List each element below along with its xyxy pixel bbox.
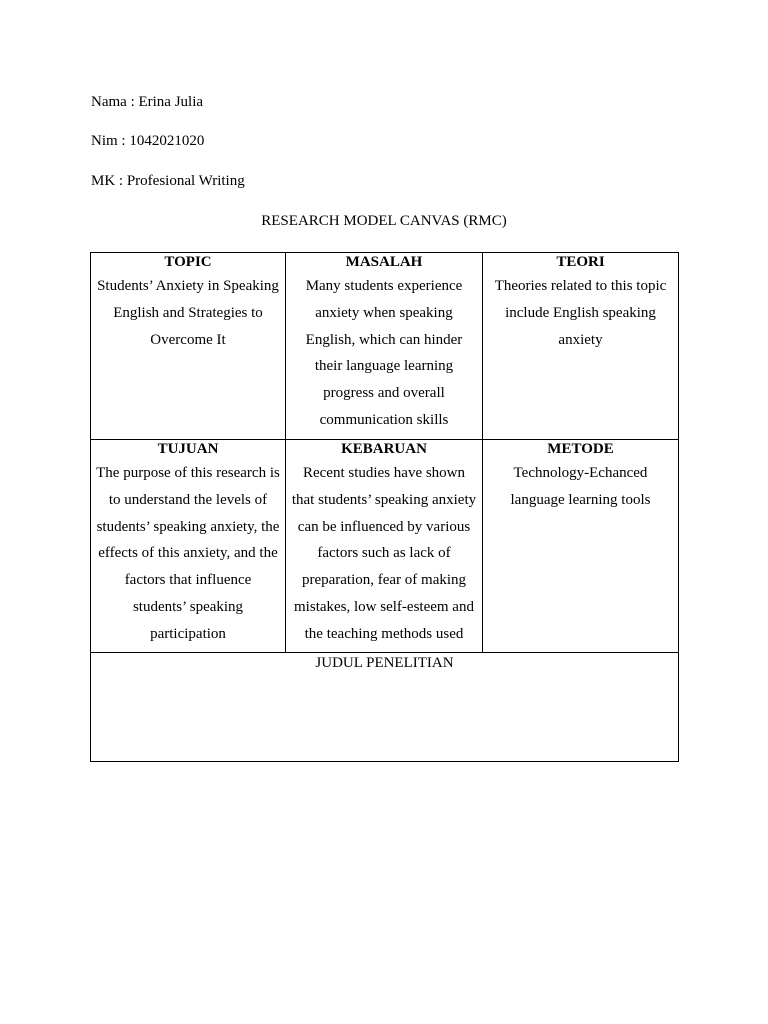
canvas-row-top	[91, 253, 679, 440]
tujuan-body: The purpose of this research is to understand the levels of students’ speaking anxiety, the effects of this anxiety, and the factors that influence students’ speaking participation	[96, 465, 280, 642]
tujuan-heading: TUJUAN	[157, 441, 219, 457]
document-title: RESEARCH MODEL CANVAS (RMC)	[261, 213, 507, 229]
tujuan-cell	[91, 440, 286, 653]
topic-body: Students’ Anxiety in Speaking English and Strategies to Overcome It	[97, 278, 279, 348]
masalah-heading: MASALAH	[345, 254, 423, 270]
judul-penelitian-cell	[91, 653, 679, 762]
masalah-cell	[286, 253, 483, 440]
metode-body: Technology-Echanced language learning tools	[510, 465, 651, 508]
topic-heading: TOPIC	[164, 254, 212, 270]
teori-body: Theories related to this topic include English speaking anxiety	[494, 278, 667, 348]
student-id-line: Nim : 1042021020	[91, 133, 205, 149]
masalah-body: Many students experience anxiety when speaking English, which can hinder their language learning progress and overall communication skills	[305, 278, 463, 428]
judul-penelitian-heading: JUDUL PENELITIAN	[315, 655, 454, 671]
research-model-canvas-table	[90, 252, 679, 762]
kebaruan-body: Recent studies have shown that students’ speaking anxiety can be influenced by various factors such as lack of preparation, fear of making mistakes, low self-esteem and the teaching methods used	[291, 465, 477, 642]
canvas-row-bottom	[91, 653, 679, 762]
kebaruan-cell	[286, 440, 483, 653]
teori-heading: TEORI	[556, 254, 605, 270]
student-name-line: Nama : Erina Julia	[91, 94, 204, 110]
topic-cell	[91, 253, 286, 440]
course-line: MK : Profesional Writing	[91, 173, 245, 189]
kebaruan-heading: KEBARUAN	[341, 441, 427, 457]
metode-cell	[483, 440, 679, 653]
teori-cell	[483, 253, 679, 440]
metode-heading: METODE	[547, 441, 614, 457]
canvas-row-middle	[91, 440, 679, 653]
